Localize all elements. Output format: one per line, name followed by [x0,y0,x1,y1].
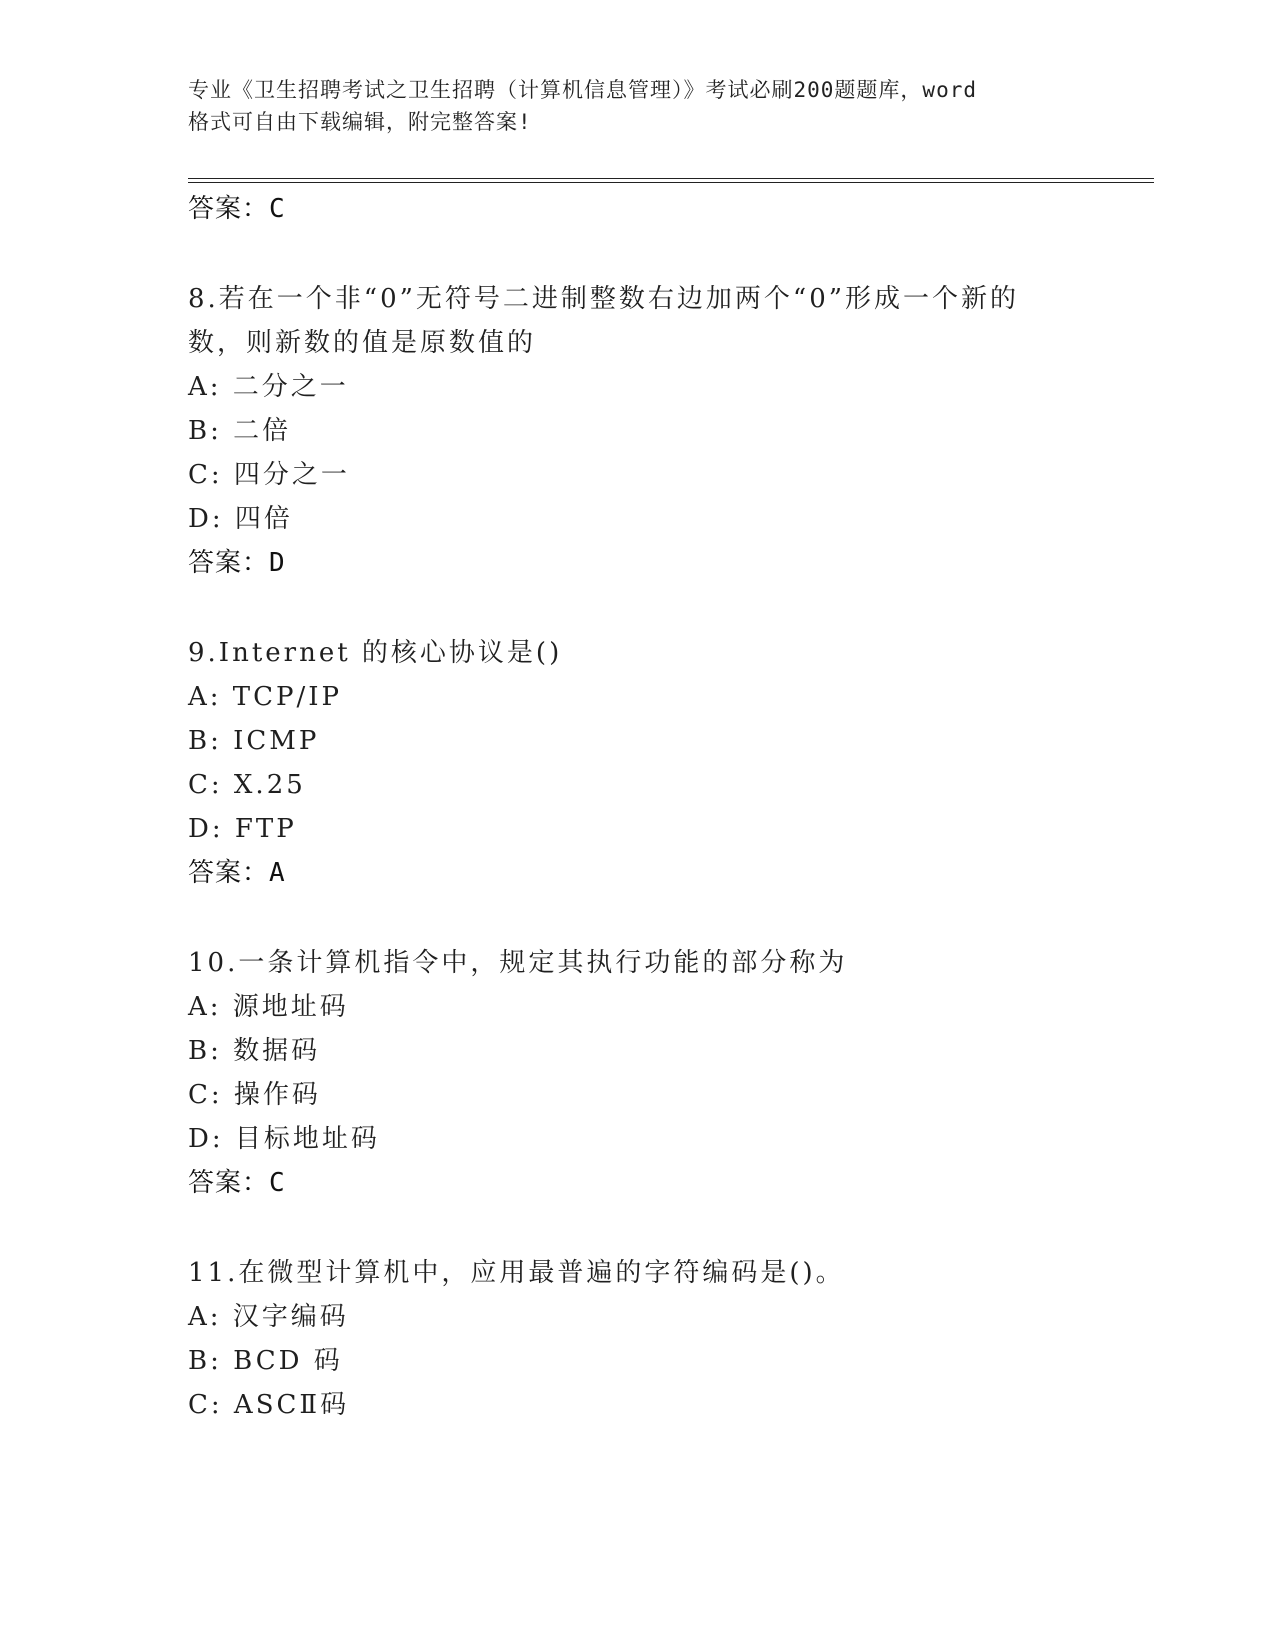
header-divider-bottom [188,182,1154,183]
question-8-answer: 答案：D [188,548,286,578]
question-10-stem: 10.一条计算机指令中，规定其执行功能的部分称为 [188,948,848,978]
question-10-option-c: C: 操作码 [188,1080,321,1110]
question-8-option-d: D: 四倍 [188,504,293,534]
header-divider-top [188,178,1154,179]
question-10-answer: 答案：C [188,1168,286,1198]
header-line-2: 格式可自由下载编辑，附完整答案! [188,110,532,134]
question-11-option-a: A: 汉字编码 [188,1302,349,1332]
question-10-option-b: B: 数据码 [188,1036,321,1066]
question-8-option-c: C: 四分之一 [188,460,350,490]
question-9-option-d: D: FTP [188,814,297,844]
question-10-option-a: A: 源地址码 [188,992,349,1022]
question-8-stem-line-1: 8.若在一个非“0”无符号二进制整数右边加两个“0”形成一个新的 [188,284,1020,314]
header-line-1: 专业《卫生招聘考试之卫生招聘（计算机信息管理）》考试必刷200题题库，word [188,78,977,102]
previous-answer: 答案：C [188,194,286,224]
question-11-option-c: C: ASCⅡ码 [188,1390,350,1420]
question-9-option-c: C: X.25 [188,770,306,800]
question-8-stem-line-2: 数，则新数的值是原数值的 [188,328,537,358]
question-8-option-a: A: 二分之一 [188,372,349,402]
question-9-answer: 答案：A [188,858,286,888]
question-11-option-b: B: BCD 码 [188,1346,343,1376]
document-header [188,74,1088,138]
question-9-stem: 9.Internet 的核心协议是() [188,638,563,668]
question-9-option-b: B: ICMP [188,726,320,756]
question-10-option-d: D: 目标地址码 [188,1124,380,1154]
question-9-option-a: A: TCP/IP [188,682,343,712]
question-11-stem: 11.在微型计算机中，应用最普遍的字符编码是()。 [188,1258,845,1288]
question-8-option-b: B: 二倍 [188,416,292,446]
